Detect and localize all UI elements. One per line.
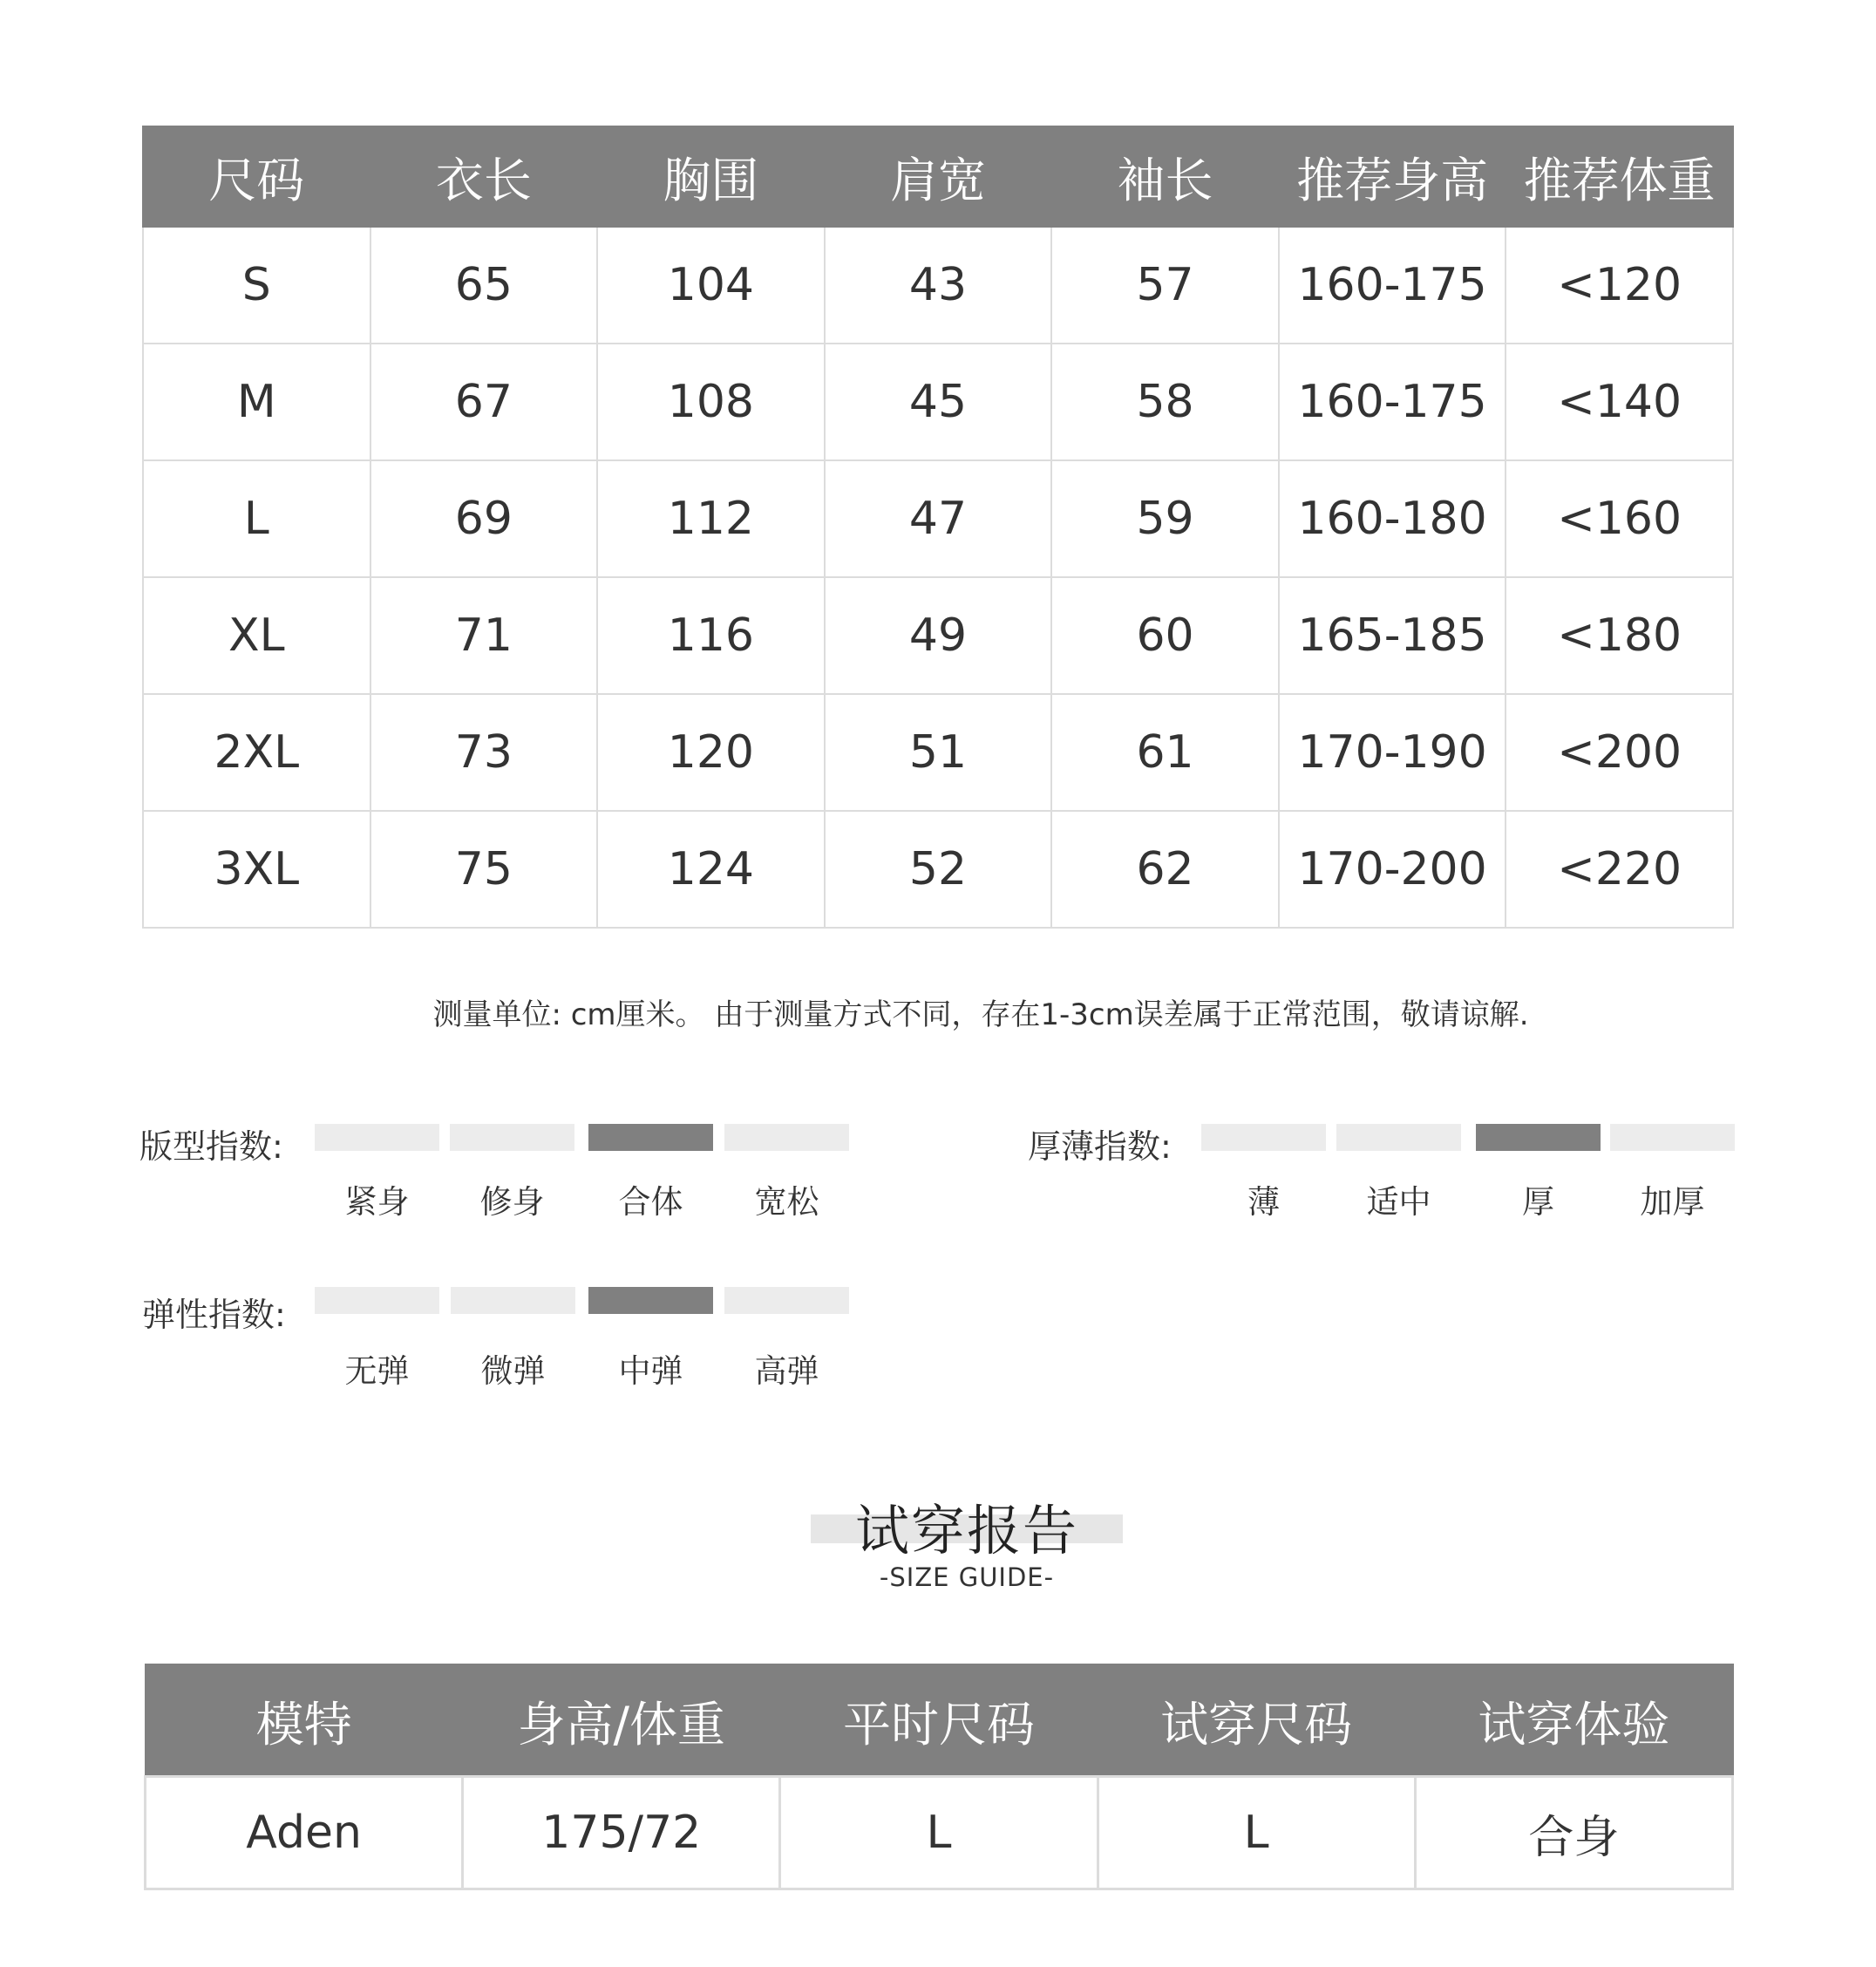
cell-shoulder: 45 [825,344,1052,460]
cell-rec-height: 160-175 [1279,344,1506,460]
cell-sleeve: 57 [1051,227,1279,344]
cell-rec-weight: <200 [1506,694,1733,811]
cell-rec-height: 160-175 [1279,227,1506,344]
fit-option-1: 紧身 [344,1183,410,1221]
table-row [143,344,1733,460]
thickness-option-1: 薄 [1247,1183,1280,1221]
cell-size: L [143,460,370,577]
elasticity-index-label: 弹性指数: [142,1296,286,1334]
elasticity-bar-2 [451,1287,575,1314]
thickness-bar-3 [1476,1124,1601,1151]
elasticity-option-3: 中弹 [618,1352,683,1390]
cell-rec-weight: <160 [1506,460,1733,577]
cell-size: XL [143,577,370,694]
header-chest: 胸围 [597,126,825,227]
table-row [143,227,1733,344]
header-rec-weight: 推荐体重 [1506,126,1733,227]
cell-length: 73 [370,694,598,811]
table-row [143,694,1733,811]
cell-sleeve: 60 [1051,577,1279,694]
table-row [143,460,1733,577]
report-subtitle: -SIZE GUIDE- [879,1562,1055,1592]
cell-size: M [143,344,370,460]
header-shoulder: 肩宽 [825,126,1052,227]
table-row [143,811,1733,928]
table-row [143,577,1733,694]
cell-size: S [143,227,370,344]
cell-rec-height: 160-180 [1279,460,1506,577]
elasticity-bar-3 [588,1287,713,1314]
cell-model: Aden [146,1777,463,1889]
header-usual-size: 平时尺码 [780,1664,1098,1777]
cell-length: 67 [370,344,598,460]
cell-length: 69 [370,460,598,577]
fit-option-2: 修身 [479,1183,545,1221]
cell-size: 2XL [143,694,370,811]
elasticity-option-4: 高弹 [754,1352,819,1390]
table-row [146,1777,1733,1889]
size-chart-table [142,126,1734,929]
cell-chest: 116 [597,577,825,694]
report-heading [811,1496,1123,1592]
thickness-option-2: 适中 [1366,1183,1431,1221]
cell-rec-weight: <120 [1506,227,1733,344]
cell-height-weight: 175/72 [463,1777,780,1889]
cell-sleeve: 62 [1051,811,1279,928]
thickness-bar-4 [1610,1124,1735,1151]
fit-bar-4 [724,1124,849,1151]
fit-option-4: 宽松 [754,1183,819,1221]
header-height-weight: 身高/体重 [463,1664,780,1777]
thickness-option-3: 厚 [1522,1183,1554,1221]
cell-chest: 120 [597,694,825,811]
header-tried-size: 试穿尺码 [1098,1664,1415,1777]
fit-bar-1 [315,1124,439,1151]
fit-index-label: 版型指数: [139,1127,283,1166]
cell-rec-height: 170-200 [1279,811,1506,928]
header-length: 衣长 [370,126,598,227]
cell-shoulder: 51 [825,694,1052,811]
cell-chest: 104 [597,227,825,344]
header-fit-experience: 试穿体验 [1415,1664,1732,1777]
cell-rec-weight: <140 [1506,344,1733,460]
cell-length: 65 [370,227,598,344]
fit-bar-3 [588,1124,713,1151]
fitting-report-table [144,1664,1734,1890]
cell-sleeve: 58 [1051,344,1279,460]
cell-sleeve: 59 [1051,460,1279,577]
thickness-bar-1 [1201,1124,1326,1151]
thickness-index-label: 厚薄指数: [1028,1127,1172,1166]
cell-shoulder: 47 [825,460,1052,577]
header-size: 尺码 [143,126,370,227]
cell-shoulder: 49 [825,577,1052,694]
cell-chest: 112 [597,460,825,577]
elasticity-bar-4 [724,1287,849,1314]
cell-fit-experience: 合身 [1415,1777,1732,1889]
cell-size: 3XL [143,811,370,928]
report-header-row [146,1664,1733,1777]
cell-rec-weight: <220 [1506,811,1733,928]
elasticity-option-1: 无弹 [344,1352,410,1390]
cell-shoulder: 43 [825,227,1052,344]
cell-length: 75 [370,811,598,928]
cell-usual-size: L [780,1777,1098,1889]
cell-rec-height: 170-190 [1279,694,1506,811]
cell-sleeve: 61 [1051,694,1279,811]
header-rec-height: 推荐身高 [1279,126,1506,227]
cell-rec-weight: <180 [1506,577,1733,694]
cell-shoulder: 52 [825,811,1052,928]
cell-chest: 108 [597,344,825,460]
size-table-header-row [143,126,1733,227]
fit-option-3: 合体 [618,1183,683,1221]
cell-rec-height: 165-185 [1279,577,1506,694]
cell-tried-size: L [1098,1777,1415,1889]
thickness-bar-2 [1336,1124,1461,1151]
cell-length: 71 [370,577,598,694]
fit-bar-2 [450,1124,574,1151]
thickness-option-4: 加厚 [1640,1183,1705,1221]
elasticity-option-2: 微弹 [480,1352,546,1390]
header-model: 模特 [146,1664,463,1777]
report-title: 试穿报告 [854,1499,1078,1562]
header-sleeve: 袖长 [1051,126,1279,227]
cell-chest: 124 [597,811,825,928]
elasticity-bar-1 [315,1287,439,1314]
measurement-note: 测量单位: cm厘米。 由于测量方式不同，存在1-3cm误差属于正常范围，敬请谅解. [432,997,1529,1032]
